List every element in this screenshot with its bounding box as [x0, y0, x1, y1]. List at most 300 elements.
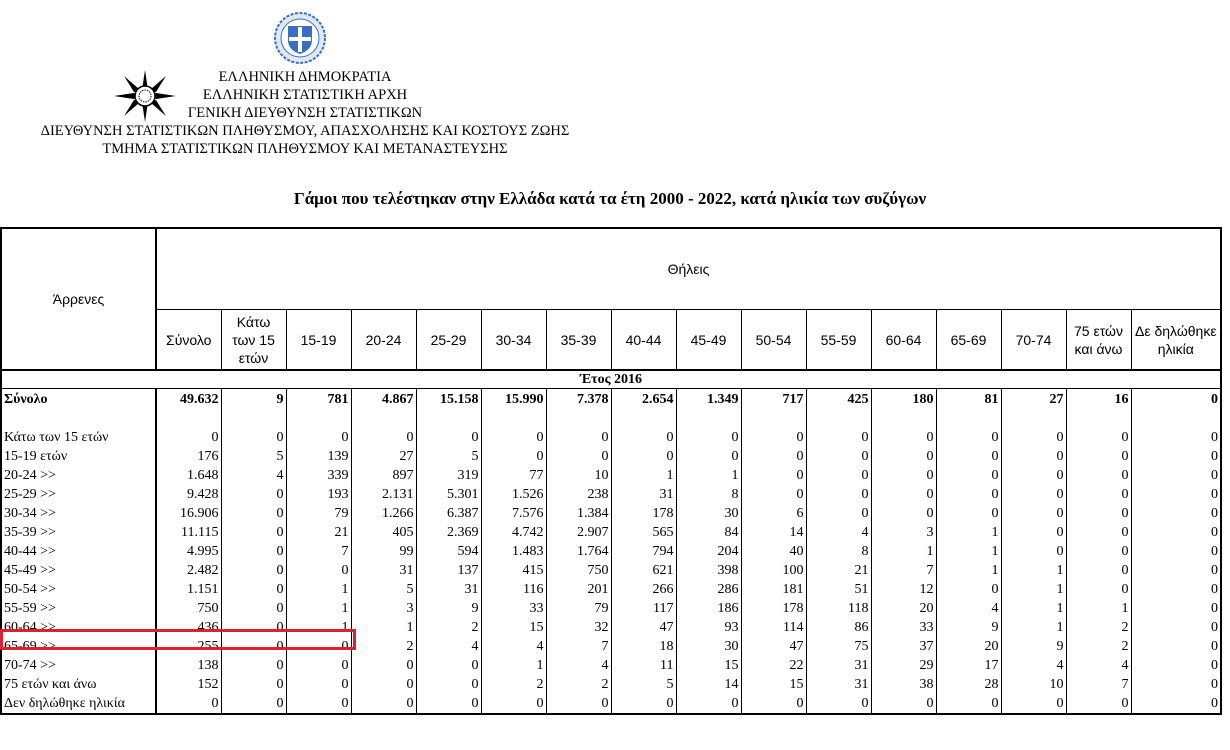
table-cell: 47	[741, 637, 806, 656]
table-row	[1, 542, 1221, 561]
table-cell: 0	[1066, 504, 1131, 523]
table-cell: 1	[286, 580, 351, 599]
table-cell: 180	[871, 389, 936, 411]
spacer-cell	[1066, 410, 1131, 428]
table-cell: 2.482	[156, 561, 221, 580]
table-row	[1, 675, 1221, 694]
spacer-cell	[221, 410, 286, 428]
table-cell: 1.349	[676, 389, 741, 411]
table-cell: 15.990	[481, 389, 546, 411]
table-cell: 118	[806, 599, 871, 618]
table-cell: 15.158	[416, 389, 481, 411]
table-cell: 201	[546, 580, 611, 599]
column-header: 70-74	[1001, 310, 1066, 370]
table-cell: 22	[741, 656, 806, 675]
table-cell: 40	[741, 542, 806, 561]
table-cell: 0	[871, 504, 936, 523]
table-cell: 0	[1131, 485, 1221, 504]
table-cell: 1	[936, 542, 1001, 561]
table-cell: 0	[1001, 466, 1066, 485]
table-cell: 238	[546, 485, 611, 504]
row-label: Σύνολο	[1, 389, 156, 411]
table-cell: 0	[806, 466, 871, 485]
table-cell: 0	[936, 447, 1001, 466]
table-cell: 0	[676, 694, 741, 714]
table-cell: 84	[676, 523, 741, 542]
elstat-star-logo-icon	[114, 70, 176, 122]
table-cell: 0	[1131, 561, 1221, 580]
table-cell: 37	[871, 637, 936, 656]
table-row	[1, 485, 1221, 504]
row-label: 40-44 >>	[1, 542, 156, 561]
marriages-table	[0, 227, 1222, 715]
table-cell: 1	[611, 466, 676, 485]
table-cell: 21	[286, 523, 351, 542]
table-cell: 0	[221, 637, 286, 656]
table-cell: 0	[221, 675, 286, 694]
table-cell: 138	[156, 656, 221, 675]
spacer-cell	[1, 410, 156, 428]
table-cell: 31	[806, 675, 871, 694]
table-cell: 1	[676, 466, 741, 485]
table-cell: 3	[871, 523, 936, 542]
row-label: 15-19 ετών	[1, 447, 156, 466]
table-cell: 3	[351, 599, 416, 618]
table-cell: 1.648	[156, 466, 221, 485]
table-cell: 49.632	[156, 389, 221, 411]
table-cell: 181	[741, 580, 806, 599]
table-row	[1, 599, 1221, 618]
spacer-cell	[806, 410, 871, 428]
table-cell: 30	[676, 637, 741, 656]
table-cell: 0	[546, 447, 611, 466]
table-cell: 1	[1001, 618, 1066, 637]
row-label: 75 ετών και άνω	[1, 675, 156, 694]
table-cell: 29	[871, 656, 936, 675]
table-cell: 0	[1131, 466, 1221, 485]
table-cell: 0	[221, 523, 286, 542]
row-label: 45-49 >>	[1, 561, 156, 580]
table-cell: 20	[936, 637, 1001, 656]
table-cell: 621	[611, 561, 676, 580]
table-cell: 717	[741, 389, 806, 411]
table-cell: 0	[936, 580, 1001, 599]
table-cell: 139	[286, 447, 351, 466]
table-cell: 2	[546, 675, 611, 694]
spacer-cell	[936, 410, 1001, 428]
table-cell: 1.764	[546, 542, 611, 561]
table-cell: 0	[1131, 389, 1221, 411]
column-header: 60-64	[871, 310, 936, 370]
row-label: 70-74 >>	[1, 656, 156, 675]
table-cell: 750	[546, 561, 611, 580]
table-cell: 0	[1001, 694, 1066, 714]
table-cell: 0	[936, 694, 1001, 714]
table-cell: 0	[1001, 485, 1066, 504]
table-cell: 0	[1066, 428, 1131, 447]
spacer-cell	[611, 410, 676, 428]
spacer-cell	[481, 410, 546, 428]
table-cell: 4	[221, 466, 286, 485]
column-header: 55-59	[806, 310, 871, 370]
table-row	[1, 656, 1221, 675]
table-cell: 2	[416, 618, 481, 637]
table-title: Γάμοι που τελέστηκαν στην Ελλάδα κατά τα έτη 2000 - 2022, κατά ηλικία των συζύγων	[293, 189, 927, 208]
table-cell: 0	[1066, 580, 1131, 599]
table-cell: 0	[806, 694, 871, 714]
row-label: 25-29 >>	[1, 485, 156, 504]
table-cell: 21	[806, 561, 871, 580]
row-label: 60-64 >>	[1, 618, 156, 637]
table-cell: 0	[611, 447, 676, 466]
table-cell: 1	[481, 656, 546, 675]
table-cell: 9	[416, 599, 481, 618]
table-cell: 0	[221, 694, 286, 714]
table-cell: 4	[806, 523, 871, 542]
table-cell: 9	[221, 389, 286, 411]
table-cell: 17	[936, 656, 1001, 675]
table-cell: 0	[286, 656, 351, 675]
table-cell: 0	[1131, 447, 1221, 466]
table-cell: 0	[351, 675, 416, 694]
row-label: 50-54 >>	[1, 580, 156, 599]
table-cell: 1	[1001, 599, 1066, 618]
spacer-cell	[676, 410, 741, 428]
table-cell: 0	[416, 428, 481, 447]
table-cell: 415	[481, 561, 546, 580]
table-cell: 0	[351, 656, 416, 675]
table-cell: 0	[741, 466, 806, 485]
table-cell: 27	[351, 447, 416, 466]
table-cell: 20	[871, 599, 936, 618]
table-cell: 137	[416, 561, 481, 580]
table-cell: 0	[221, 599, 286, 618]
table-row	[1, 694, 1221, 714]
table-cell: 0	[806, 447, 871, 466]
table-cell: 2.907	[546, 523, 611, 542]
table-cell: 33	[871, 618, 936, 637]
table-cell: 193	[286, 485, 351, 504]
column-header: 50-54	[741, 310, 806, 370]
table-cell: 11	[611, 656, 676, 675]
table-cell: 0	[936, 504, 1001, 523]
table-cell: 7	[546, 637, 611, 656]
table-cell: 0	[1066, 542, 1131, 561]
table-cell: 286	[676, 580, 741, 599]
spacer-cell	[546, 410, 611, 428]
table-cell: 0	[1066, 485, 1131, 504]
table-cell: 0	[1001, 542, 1066, 561]
row-label: 35-39 >>	[1, 523, 156, 542]
table-cell: 75	[806, 637, 871, 656]
table-cell: 10	[1001, 675, 1066, 694]
table-cell: 100	[741, 561, 806, 580]
header-line-5: ΤΜΗΜΑ ΣΤΑΤΙΣΤΙΚΩΝ ΠΛΗΘΥΣΜΟΥ ΚΑΙ ΜΕΤΑΝΑΣΤΕΥΣΗΣ	[102, 141, 508, 157]
table-cell: 0	[806, 504, 871, 523]
table-cell: 4	[1066, 656, 1131, 675]
table-cell: 2.131	[351, 485, 416, 504]
table-cell: 1	[1001, 580, 1066, 599]
table-cell: 4	[936, 599, 1001, 618]
table-cell: 28	[936, 675, 1001, 694]
table-cell: 1	[936, 561, 1001, 580]
table-cell: 18	[611, 637, 676, 656]
table-cell: 7	[286, 542, 351, 561]
table-cell: 0	[221, 656, 286, 675]
column-header: 15-19	[286, 310, 351, 370]
table-cell: 0	[1131, 618, 1221, 637]
table-row	[1, 637, 1221, 656]
table-cell: 5	[221, 447, 286, 466]
table-cell: 79	[286, 504, 351, 523]
column-header: 45-49	[676, 310, 741, 370]
table-cell: 0	[1066, 523, 1131, 542]
table-cell: 0	[936, 485, 1001, 504]
row-header-males: Άρρενες	[1, 228, 156, 370]
table-cell: 1	[1066, 599, 1131, 618]
table-cell: 176	[156, 447, 221, 466]
table-cell: 0	[871, 694, 936, 714]
table-cell: 5	[351, 580, 416, 599]
table-cell: 10	[546, 466, 611, 485]
table-cell: 0	[611, 694, 676, 714]
table-row	[1, 447, 1221, 466]
table-cell: 30	[676, 504, 741, 523]
table-cell: 38	[871, 675, 936, 694]
table-cell: 2	[1066, 637, 1131, 656]
table-cell: 425	[806, 389, 871, 411]
table-cell: 7.576	[481, 504, 546, 523]
table-cell: 0	[611, 428, 676, 447]
table-cell: 0	[221, 485, 286, 504]
table-cell: 0	[936, 428, 1001, 447]
table-cell: 16	[1066, 389, 1131, 411]
table-cell: 2.654	[611, 389, 676, 411]
spacer-cell	[286, 410, 351, 428]
table-cell: 79	[546, 599, 611, 618]
greek-coat-of-arms-icon	[274, 12, 326, 64]
table-cell: 9.428	[156, 485, 221, 504]
header-line-3: ΓΕΝΙΚΗ ΔΙΕΥΘΥΝΣΗ ΣΤΑΤΙΣΤΙΚΩΝ	[187, 105, 423, 121]
table-cell: 7	[871, 561, 936, 580]
table-cell: 6	[741, 504, 806, 523]
column-header: 25-29	[416, 310, 481, 370]
table-cell: 0	[416, 656, 481, 675]
table-cell: 8	[676, 485, 741, 504]
row-label: Δεν δηλώθηκε ηλικία	[1, 694, 156, 714]
table-cell: 0	[1131, 580, 1221, 599]
table-cell: 11.115	[156, 523, 221, 542]
table-cell: 0	[1001, 447, 1066, 466]
spacer-row	[1, 410, 1221, 428]
column-header: 75 ετών και άνω	[1066, 310, 1131, 370]
row-label: Κάτω των 15 ετών	[1, 428, 156, 447]
table-cell: 0	[286, 675, 351, 694]
column-header: Δε δηλώθηκε ηλικία	[1131, 310, 1221, 370]
table-cell: 781	[286, 389, 351, 411]
table-cell: 0	[286, 694, 351, 714]
header-line-1: ΕΛΛΗΝΙΚΗ ΔΗΜΟΚΡΑΤΙΑ	[218, 69, 392, 85]
column-header: 35-39	[546, 310, 611, 370]
table-cell: 0	[1066, 447, 1131, 466]
table-cell: 0	[156, 428, 221, 447]
table-cell: 1	[286, 618, 351, 637]
table-cell: 93	[676, 618, 741, 637]
table-cell: 794	[611, 542, 676, 561]
spacer-cell	[1001, 410, 1066, 428]
table-cell: 116	[481, 580, 546, 599]
table-cell: 0	[286, 428, 351, 447]
table-cell: 0	[1131, 656, 1221, 675]
table-cell: 1.266	[351, 504, 416, 523]
table-cell: 0	[1131, 694, 1221, 714]
table-cell: 8	[806, 542, 871, 561]
table-cell: 114	[741, 618, 806, 637]
table-cell: 255	[156, 637, 221, 656]
table-cell: 0	[936, 466, 1001, 485]
table-cell: 0	[351, 694, 416, 714]
table-row	[1, 523, 1221, 542]
table-cell: 77	[481, 466, 546, 485]
table-cell: 5	[611, 675, 676, 694]
table-cell: 178	[611, 504, 676, 523]
table-cell: 12	[871, 580, 936, 599]
table-cell: 32	[546, 618, 611, 637]
table-cell: 15	[481, 618, 546, 637]
table-cell: 1.483	[481, 542, 546, 561]
table-cell: 0	[546, 694, 611, 714]
table-cell: 1	[351, 618, 416, 637]
table-cell: 319	[416, 466, 481, 485]
table-cell: 15	[741, 675, 806, 694]
table-cell: 51	[806, 580, 871, 599]
table-row	[1, 428, 1221, 447]
table-cell: 0	[1131, 542, 1221, 561]
year-label: Έτος 2016	[1, 370, 1221, 389]
table-cell: 16.906	[156, 504, 221, 523]
table-cell: 0	[741, 485, 806, 504]
row-label: 20-24 >>	[1, 466, 156, 485]
table-cell: 897	[351, 466, 416, 485]
spacer-cell	[351, 410, 416, 428]
row-label: 65-69 >>	[1, 637, 156, 656]
table-cell: 1	[286, 599, 351, 618]
table-cell: 9	[936, 618, 1001, 637]
table-cell: 117	[611, 599, 676, 618]
table-cell: 14	[741, 523, 806, 542]
table-cell: 2	[351, 637, 416, 656]
table-cell: 0	[741, 447, 806, 466]
column-header: Σύνολο	[156, 310, 221, 370]
table-cell: 0	[416, 694, 481, 714]
table-cell: 31	[806, 656, 871, 675]
column-header: 40-44	[611, 310, 676, 370]
table-cell: 2	[1066, 618, 1131, 637]
table-cell: 0	[871, 485, 936, 504]
table-cell: 15	[676, 656, 741, 675]
table-cell: 0	[221, 618, 286, 637]
table-cell: 4.742	[481, 523, 546, 542]
table-cell: 339	[286, 466, 351, 485]
table-cell: 0	[481, 447, 546, 466]
table-cell: 4.867	[351, 389, 416, 411]
header-line-4: ΔΙΕΥΘΥΝΣΗ ΣΤΑΤΙΣΤΙΚΩΝ ΠΛΗΘΥΣΜΟΥ, ΑΠΑΣΧΟΛΗΣΗΣ ΚΑΙ ΚΟΣΤΟΥΣ ΖΩΗΣ	[40, 123, 570, 139]
table-cell: 86	[806, 618, 871, 637]
table-cell: 5	[416, 447, 481, 466]
spacer-cell	[156, 410, 221, 428]
table-cell: 31	[351, 561, 416, 580]
table-cell: 27	[1001, 389, 1066, 411]
table-row	[1, 618, 1221, 637]
table-cell: 0	[481, 694, 546, 714]
table-cell: 0	[221, 561, 286, 580]
table-cell: 152	[156, 675, 221, 694]
table-cell: 0	[806, 428, 871, 447]
table-cell: 2	[481, 675, 546, 694]
table-cell: 0	[1066, 466, 1131, 485]
table-cell: 9	[1001, 637, 1066, 656]
table-cell: 0	[221, 542, 286, 561]
header-line-2: ΕΛΛΗΝΙΚΗ ΣΤΑΤΙΣΤΙΚΗ ΑΡΧΗ	[202, 87, 408, 103]
table-cell: 0	[676, 447, 741, 466]
spacer-cell	[1131, 410, 1221, 428]
table-cell: 0	[1131, 523, 1221, 542]
table-cell: 0	[871, 428, 936, 447]
table-cell: 0	[871, 447, 936, 466]
table-cell: 398	[676, 561, 741, 580]
table-cell: 266	[611, 580, 676, 599]
table-cell: 4	[546, 656, 611, 675]
table-cell: 1	[1001, 561, 1066, 580]
table-cell: 1.526	[481, 485, 546, 504]
column-header: 20-24	[351, 310, 416, 370]
table-cell: 5.301	[416, 485, 481, 504]
table-cell: 14	[676, 675, 741, 694]
table-cell: 0	[351, 428, 416, 447]
table-cell: 6.387	[416, 504, 481, 523]
table-cell: 81	[936, 389, 1001, 411]
table-row	[1, 561, 1221, 580]
column-group-females: Θήλεις	[156, 228, 1221, 310]
table-cell: 4	[481, 637, 546, 656]
table-cell: 204	[676, 542, 741, 561]
spacer-cell	[416, 410, 481, 428]
table-cell: 0	[1131, 599, 1221, 618]
table-cell: 1.384	[546, 504, 611, 523]
table-cell: 33	[481, 599, 546, 618]
table-cell: 0	[286, 637, 351, 656]
table-cell: 0	[871, 466, 936, 485]
column-header: 30-34	[481, 310, 546, 370]
table-cell: 0	[221, 580, 286, 599]
table-cell: 1.151	[156, 580, 221, 599]
table-row	[1, 466, 1221, 485]
table-cell: 31	[611, 485, 676, 504]
table-cell: 0	[741, 694, 806, 714]
row-label: 30-34 >>	[1, 504, 156, 523]
table-cell: 4.995	[156, 542, 221, 561]
table-cell: 0	[1131, 637, 1221, 656]
table-cell: 0	[1131, 675, 1221, 694]
table-cell: 4	[416, 637, 481, 656]
column-header: Κάτω των 15 ετών	[221, 310, 286, 370]
table-cell: 0	[1131, 504, 1221, 523]
table-row	[1, 504, 1221, 523]
table-cell: 31	[416, 580, 481, 599]
table-cell: 99	[351, 542, 416, 561]
spacer-cell	[871, 410, 936, 428]
table-row	[1, 580, 1221, 599]
